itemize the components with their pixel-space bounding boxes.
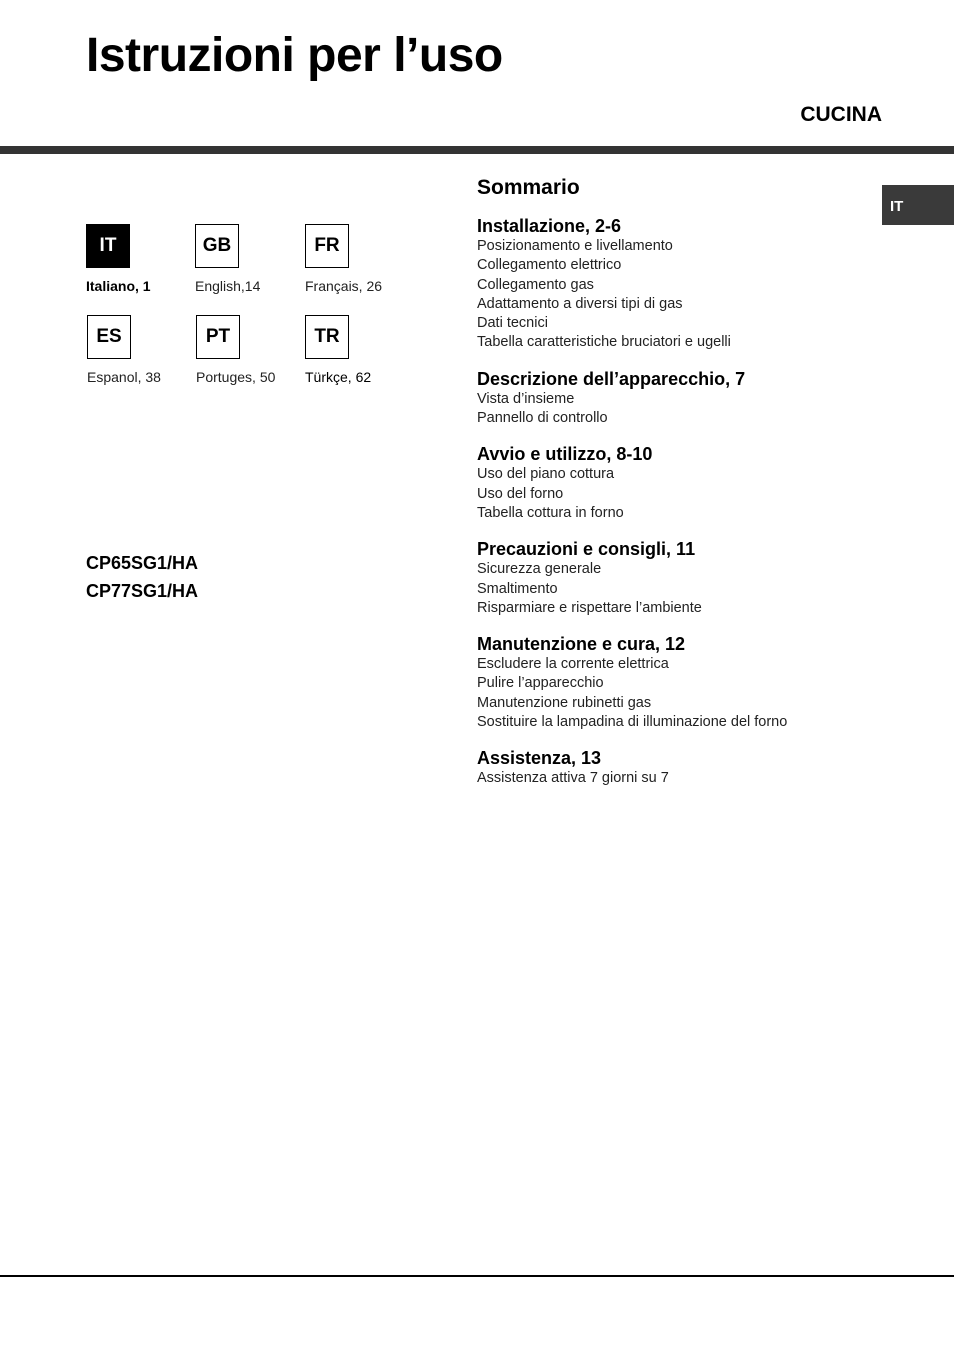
toc-title: Sommario — [477, 176, 580, 199]
toc-heading[interactable]: Descrizione dell’apparecchio, 7 — [477, 368, 746, 389]
product-category: CUCINA — [800, 103, 882, 126]
language-code-box[interactable]: IT — [86, 224, 130, 268]
language-option-es[interactable] — [87, 315, 192, 385]
model-list — [86, 549, 198, 605]
language-option-tr[interactable] — [305, 315, 410, 385]
toc-item[interactable]: Assistenza attiva 7 giorni su 7 — [477, 770, 669, 787]
toc-item[interactable]: Escludere la corrente elettrica — [477, 656, 669, 673]
toc-section-manutenzione — [477, 633, 877, 732]
toc-section-installazione — [477, 215, 877, 353]
language-label: Italiano, 1 — [86, 278, 151, 294]
language-option-gb[interactable] — [195, 224, 300, 294]
toc-item[interactable]: Vista d’insieme — [477, 390, 575, 407]
toc-section-assistenza — [477, 747, 877, 788]
toc-item[interactable]: Collegamento elettrico — [477, 257, 622, 274]
toc-item[interactable]: Smaltimento — [477, 580, 558, 597]
language-label: Français, 26 — [305, 278, 383, 294]
toc-item[interactable]: Manutenzione rubinetti gas — [477, 694, 652, 711]
footer-divider — [0, 1275, 954, 1277]
language-label: English,14 — [195, 278, 261, 294]
language-code-box[interactable]: ES — [87, 315, 131, 359]
toc-item[interactable]: Sostituire la lampadina di illuminazione del forno — [477, 714, 788, 731]
toc-heading[interactable]: Precauzioni e consigli, 11 — [477, 539, 696, 560]
language-option-pt[interactable] — [196, 315, 301, 385]
language-row — [86, 315, 416, 406]
toc-heading[interactable]: Assistenza, 13 — [477, 748, 602, 769]
language-label: Türkçe, 62 — [305, 369, 372, 385]
language-code-box[interactable]: TR — [305, 315, 349, 359]
toc-section-precauzioni — [477, 538, 877, 618]
language-selector — [86, 224, 416, 406]
toc-item[interactable]: Risparmiare e rispettare l’ambiente — [477, 599, 702, 616]
language-label: Espanol, 38 — [87, 369, 161, 385]
model-number: CP77SG1/HA — [86, 581, 199, 601]
language-side-tab[interactable]: IT — [882, 185, 954, 225]
language-code-box[interactable]: FR — [305, 224, 349, 268]
toc-item[interactable]: Dati tecnici — [477, 315, 548, 332]
toc-item[interactable]: Pannello di controllo — [477, 410, 608, 427]
toc-heading[interactable]: Installazione, 2-6 — [477, 216, 622, 236]
toc-heading[interactable]: Avvio e utilizzo, 8-10 — [477, 444, 653, 465]
header-divider — [0, 146, 954, 154]
toc-heading[interactable]: Manutenzione e cura, 12 — [477, 634, 686, 655]
table-of-contents — [477, 175, 877, 804]
toc-item[interactable]: Uso del forno — [477, 485, 564, 502]
language-code-box[interactable]: PT — [196, 315, 240, 359]
language-code-box[interactable]: GB — [195, 224, 239, 268]
toc-item[interactable]: Tabella caratteristiche bruciatori e ugelli — [477, 334, 731, 351]
toc-item[interactable]: Posizionamento e livellamento — [477, 238, 673, 254]
toc-item[interactable]: Uso del piano cottura — [477, 466, 615, 483]
language-row — [86, 224, 416, 315]
toc-item[interactable]: Collegamento gas — [477, 276, 594, 293]
toc-item[interactable]: Adattamento a diversi tipi di gas — [477, 295, 683, 312]
language-option-fr[interactable] — [305, 224, 410, 294]
toc-item[interactable]: Sicurezza generale — [477, 561, 602, 578]
language-option-it[interactable] — [86, 224, 191, 294]
page-title: Istruzioni per l’uso — [86, 29, 503, 82]
toc-item[interactable]: Pulire l’apparecchio — [477, 675, 604, 692]
toc-section-descrizione — [477, 368, 877, 429]
toc-section-avvio — [477, 443, 877, 523]
toc-item[interactable]: Tabella cottura in forno — [477, 504, 624, 521]
language-label: Portuges, 50 — [196, 369, 276, 385]
model-number: CP65SG1/HA — [86, 553, 199, 573]
